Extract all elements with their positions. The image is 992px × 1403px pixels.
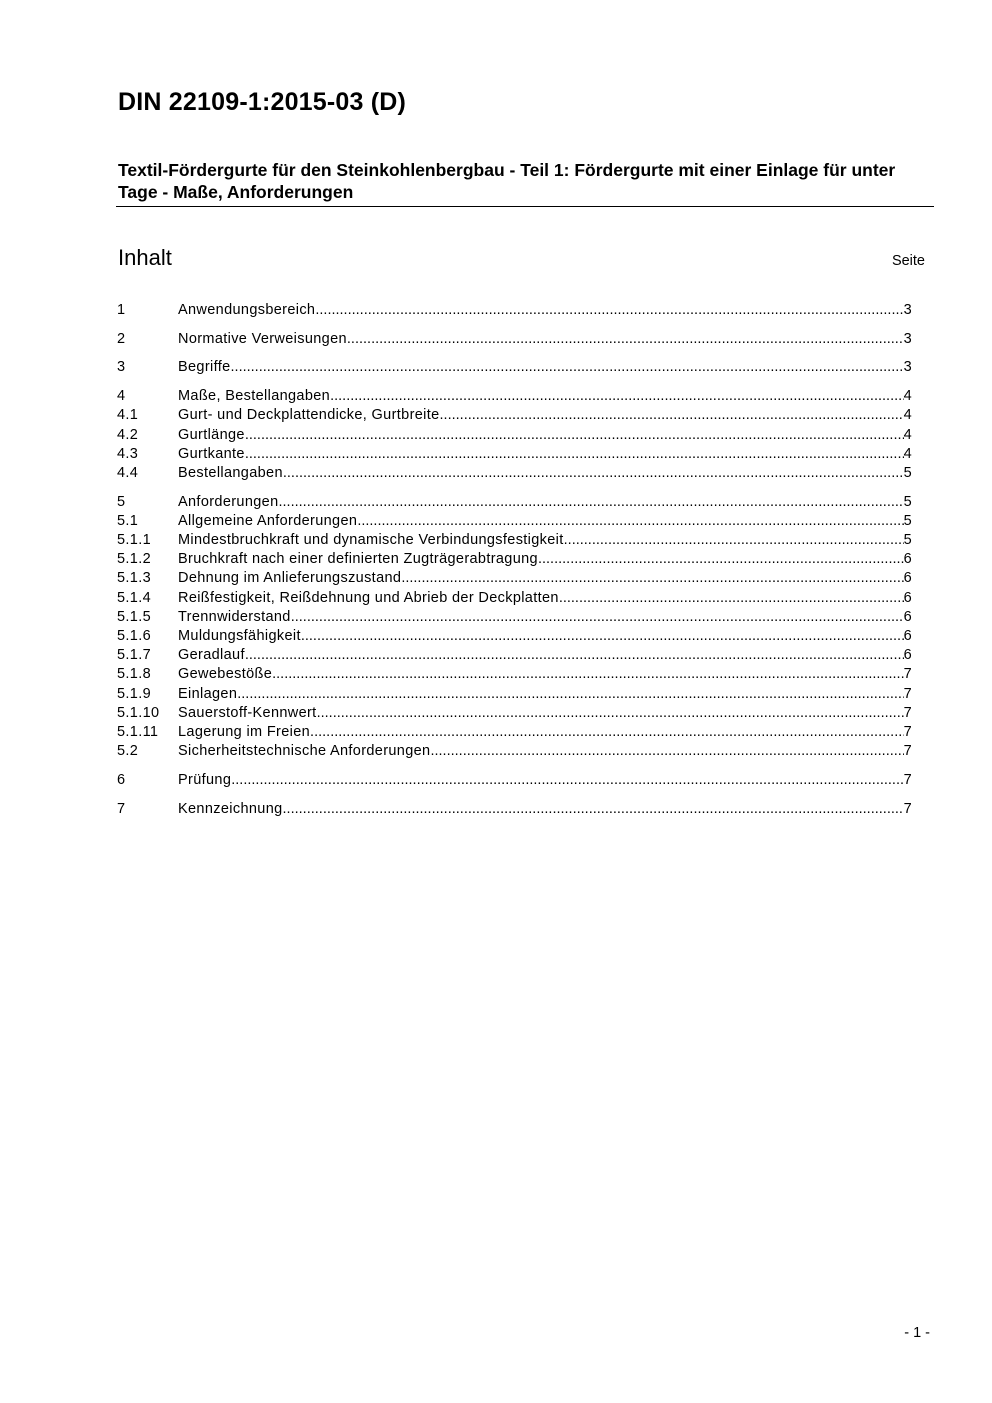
toc-entry-page: 4 [903,446,912,462]
toc-entry-title: Kennzeichnung [178,801,283,817]
toc-entry-number: 5.1.7 [117,647,151,663]
toc-entry-page: 5 [903,465,912,481]
toc-dot-leader [317,703,904,723]
toc-entry-number: 4.3 [117,446,139,462]
toc-entry[interactable] [117,703,912,723]
toc-dot-leader [272,664,903,684]
toc-dot-leader [231,357,904,377]
toc-entry-number: 1 [117,302,126,318]
toc-entry-number: 5.1.6 [117,628,151,644]
document-title: Textil-Fördergurte für den Steinkohlenbergbau - Teil 1: Fördergurte mit einer Einlage für unter Tage - Maße, Anforderungen [118,160,896,202]
toc-entry[interactable] [117,722,912,742]
toc-entry-page: 7 [903,686,912,702]
toc-entry-title: Allgemeine Anforderungen [178,513,358,529]
page-column-label: Seite [891,253,925,269]
toc-entry-title: Sauerstoff-Kennwert [178,705,317,721]
toc-dot-leader [245,444,904,464]
document-id: DIN 22109-1:2015-03 (D) [118,88,407,116]
toc-entry-title: Reißfestigkeit, Reißdehnung und Abrieb der Deckplatten [178,590,559,606]
toc-entry-number: 4 [117,388,126,404]
toc-entry[interactable] [117,463,912,483]
toc-entry[interactable] [117,405,912,425]
toc-entry[interactable] [117,741,912,761]
toc-entry[interactable] [117,357,912,377]
toc-dot-leader [237,684,903,704]
toc-entry[interactable] [117,300,912,320]
toc-entry-number: 5.1.8 [117,666,151,682]
toc-dot-leader [357,511,903,531]
toc-entry-page: 4 [903,427,912,443]
toc-dot-leader [564,530,904,550]
toc-entry-number: 7 [117,801,126,817]
toc-entry-page: 5 [903,513,912,529]
toc-entry-page: 4 [903,407,912,423]
toc-entry-title: Geradlauf [178,647,245,663]
toc-entry-page: 6 [903,609,912,625]
toc-dot-leader [301,626,904,646]
toc-entry-number: 4.2 [117,427,139,443]
toc-entry-page: 7 [903,666,912,682]
toc-entry-page: 6 [903,551,912,567]
toc-entry-number: 5.1.11 [117,724,159,740]
toc-entry[interactable] [117,530,912,550]
toc-dot-leader [347,329,904,349]
toc-entry-number: 5.1 [117,513,139,529]
toc-entry-page: 5 [903,532,912,548]
toc-entry-page: 5 [903,494,912,510]
toc-entry[interactable] [117,664,912,684]
toc-entry-title: Normative Verweisungen [178,331,347,347]
toc-entry-number: 5.1.5 [117,609,151,625]
toc-entry-page: 6 [903,628,912,644]
toc-entry-number: 5 [117,494,126,510]
toc-entry-page: 7 [903,724,912,740]
toc-entry-title: Bruchkraft nach einer definierten Zugträgerabtragung [178,551,538,567]
toc-entry[interactable] [117,511,912,531]
toc-dot-leader [231,770,903,790]
toc-dot-leader [279,492,904,512]
toc-entry-title: Prüfung [178,772,232,788]
toc-entry-number: 4.1 [117,407,139,423]
toc-entry-title: Anforderungen [178,494,279,510]
toc-entry[interactable] [117,684,912,704]
toc-dot-leader [245,645,904,665]
toc-entry-title: Maße, Bestellangaben [178,388,331,404]
toc-entry-title: Anwendungsbereich [178,302,316,318]
toc-dot-leader [559,588,904,608]
toc-entry[interactable] [117,329,912,349]
toc-dot-leader [330,386,903,406]
toc-entry-number: 5.1.1 [117,532,151,548]
toc-dot-leader [401,568,903,588]
toc-entry[interactable] [117,492,912,512]
toc-entry-number: 5.1.4 [117,590,151,606]
page-number: - 1 - [904,1325,930,1341]
toc-entry-title: Sicherheitstechnische Anforderungen [178,743,431,759]
toc-entry-page: 7 [903,772,912,788]
toc-entry-title: Mindestbruchkraft und dynamische Verbindungsfestigkeit [178,532,564,548]
toc-entry-title: Gurtlänge [178,427,245,443]
toc-entry-number: 6 [117,772,126,788]
toc-entry[interactable] [117,588,912,608]
toc-entry-page: 7 [903,801,912,817]
title-rule [116,206,934,207]
toc-entry-title: Gewebestöße [178,666,273,682]
toc-dot-leader [430,741,903,761]
toc-entry-title: Muldungsfähigkeit [178,628,301,644]
toc-entry-title: Begriffe [178,359,231,375]
toc-dot-leader [245,425,904,445]
toc-entry-page: 4 [903,388,912,404]
toc-entry[interactable] [117,770,912,790]
toc-entry-page: 6 [903,647,912,663]
toc-entry-title: Lagerung im Freien [178,724,311,740]
toc-entry-title: Gurt- und Deckplattendicke, Gurtbreite [178,407,440,423]
toc-entry-number: 5.1.10 [117,705,160,721]
toc-entry-page: 3 [903,331,912,347]
toc-entry-page: 6 [903,570,912,586]
toc-entry-number: 5.2 [117,743,139,759]
toc-entry-number: 4.4 [117,465,139,481]
toc-dot-leader [440,405,904,425]
toc-entry[interactable] [117,425,912,445]
toc-entry-number: 5.1.9 [117,686,151,702]
toc-dot-leader [315,300,903,320]
toc-heading: Inhalt [118,245,172,270]
toc-entry-page: 7 [903,705,912,721]
toc-entry[interactable] [117,444,912,464]
toc-entry-title: Dehnung im Anlieferungszustand [178,570,402,586]
toc-entry-page: 3 [903,302,912,318]
toc-entry-title: Bestellangaben [178,465,283,481]
toc-entry-page: 3 [903,359,912,375]
toc-entry-page: 6 [903,590,912,606]
toc-entry[interactable] [117,799,912,819]
toc-entry[interactable] [117,568,912,588]
toc-entry-number: 5.1.3 [117,570,151,586]
toc-entry-number: 3 [117,359,126,375]
toc-entry[interactable] [117,607,912,627]
toc-entry-number: 2 [117,331,126,347]
toc-entry[interactable] [117,386,912,406]
toc-entry-number: 5.1.2 [117,551,151,567]
toc-entry[interactable] [117,626,912,646]
toc-entry-page: 7 [903,743,912,759]
toc-entry-title: Einlagen [178,686,238,702]
toc-dot-leader [283,799,904,819]
toc-dot-leader [291,607,904,627]
toc-entry-title: Trennwiderstand [178,609,291,625]
toc-entry[interactable] [117,645,912,665]
toc-entry-title: Gurtkante [178,446,245,462]
toc-dot-leader [538,549,904,569]
toc-entry[interactable] [117,549,912,569]
toc-dot-leader [283,463,904,483]
toc-dot-leader [310,722,904,742]
